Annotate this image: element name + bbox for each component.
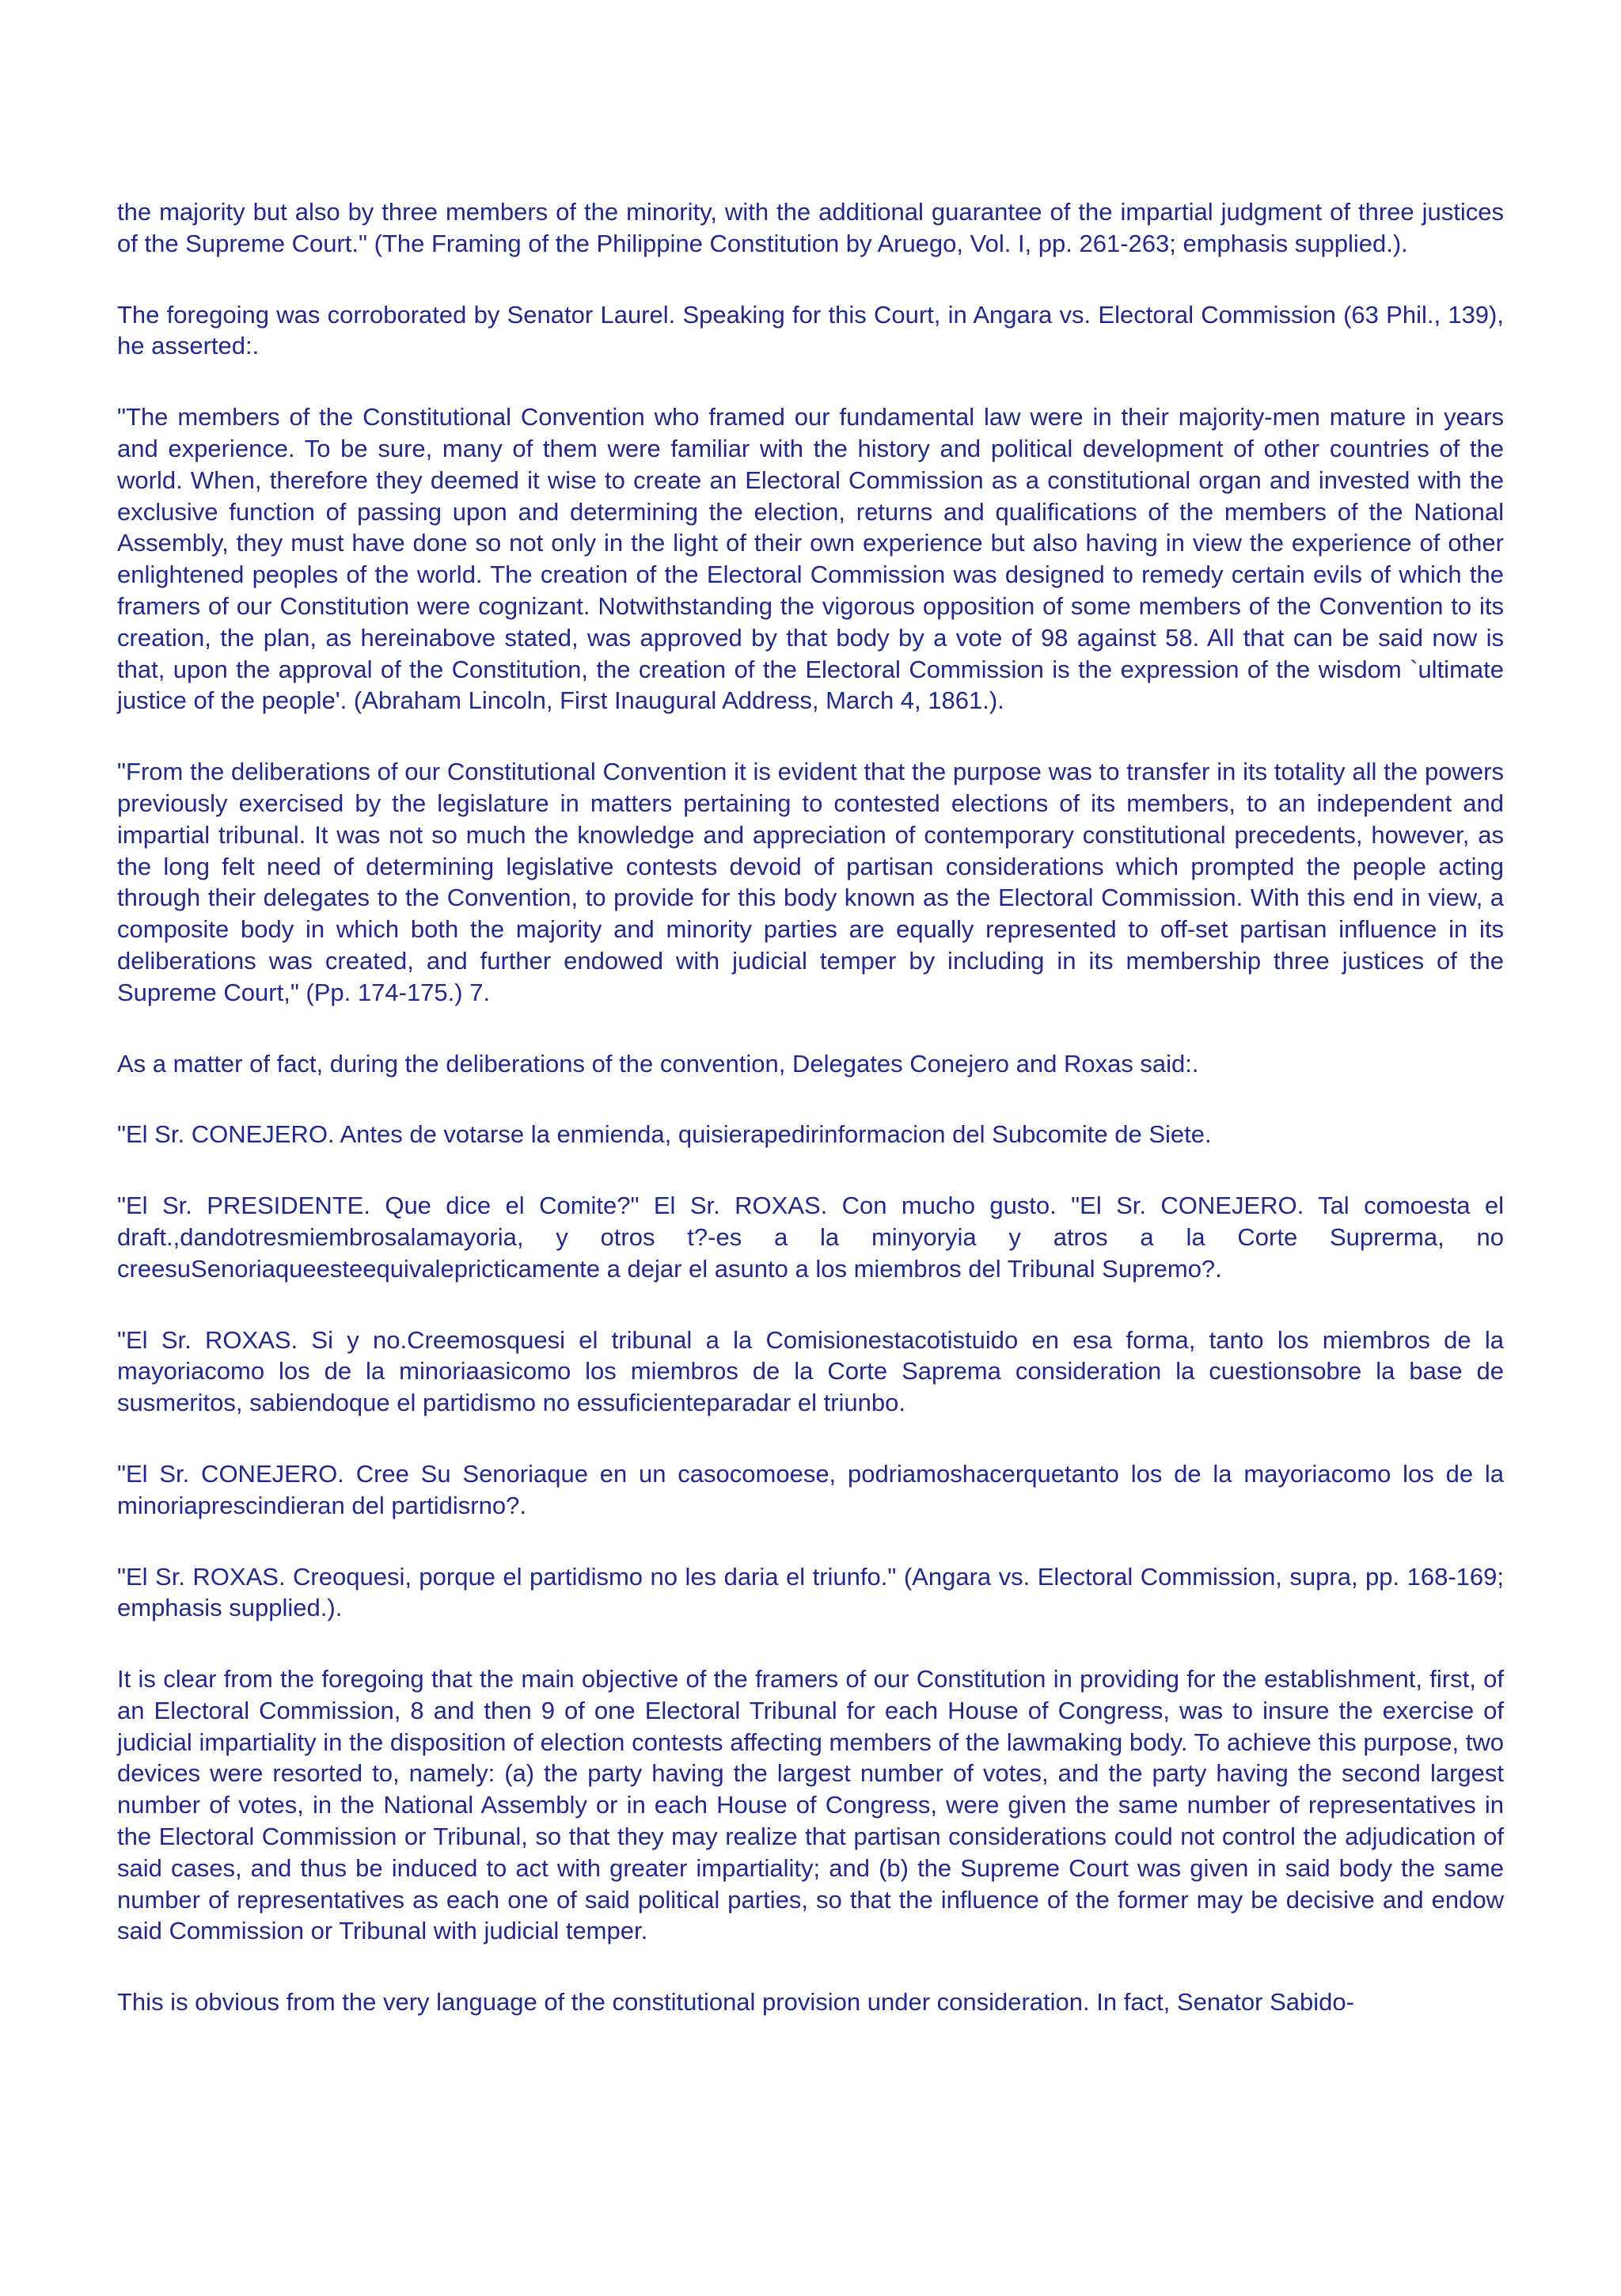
paragraph-3: "The members of the Constitutional Convention who framed our fundamental law were in their majority-men mature in years and experience. To be sure, many of them were familiar with the history and political development of other countries of the world. When, therefore they deemed it wise to create an Electoral Commission as a constitutional organ and invested with the exclusive function of passing upon and determining the election, returns and qualifications of the members of the National Assembly, they must have done so not only in the light of their own experience but also having in view the experience of other enlightened peoples of the world. The creation of the Electoral Commission was designed to remedy certain evils of which the framers of our Constitution were cognizant. Notwithstanding the vigorous opposition of some members of the Convention to its creation, the plan, as hereinabove stated, was approved by that body by a vote of 98 against 58. All that can be said now is that, upon the approval of the Constitution, the creation of the Electoral Commission is the expression of the wisdom `ultimate justice of the people'. (Abraham Lincoln, First Inaugural Address, March 4, 1861.). <box>117 403 1504 715</box>
paragraph-11: It is clear from the foregoing that the main objective of the framers of our Constitution in providing for the establishment, first, of an Electoral Commission, 8 and then 9 of one Electoral Tribunal for each House of Congress, was to insure the exercise of judicial impartiality in the disposition of election contests affecting members of the lawmaking body. To achieve this purpose, two devices were resorted to, namely: (a) the party having the largest number of votes, and the party having the second largest number of votes, in the National Assembly or in each House of Congress, were given the same number of representatives in the Electoral Commission or Tribunal, so that they may realize that partisan considerations could not control the adjudication of said cases, and thus be induced to act with greater impartiality; and (b) the Supreme Court was given in said body the same number of representatives as each one of said political parties, so that the influence of the former may be decisive and endow said Commission or Tribunal with judicial temper. <box>117 1665 1504 1945</box>
paragraph-8: "El Sr. ROXAS. Si y no.Creemosquesi el tribunal a la Comisionestacotistuido en esa forma, tanto los miembros de la mayoriacomo los de la minoriaasicomo los miembros de la Corte Saprema consideration la cuestionsobre la base de susmeritos, sabiendoque el partidismo no essuficienteparadar el triunbo. <box>117 1325 1504 1417</box>
paragraph-12: This is obvious from the very language of the constitutional provision under consideration. In fact, Senator Sabido- <box>117 1988 1354 2017</box>
paragraph-10: "El Sr. ROXAS. Creoquesi, porque el partidismo no les daria el triunfo." (Angara vs. Electoral Commission, supra, pp. 168-169; emphasis supplied.). <box>117 1562 1504 1622</box>
paragraph-2: The foregoing was corroborated by Senator Laurel. Speaking for this Court, in Angara vs. Electoral Commission (63 Phil., 139), he asserted:. <box>117 300 1504 360</box>
paragraph-4: "From the deliberations of our Constitutional Convention it is evident that the purpose was to transfer in its totality all the powers previously exercised by the legislature in matters pertaining to contested elections of its members, to an independent and impartial tribunal. It was not so much the knowledge and appreciation of contemporary constitutional precedents, however, as the long felt need of determining legislative contests devoid of partisan considerations which prompted the people acting through their delegates to the Convention, to provide for this body known as the Electoral Commission. With this end in view, a composite body in which both the majority and minority parties are equally represented to off-set partisan influence in its deliberations was created, and further endowed with judicial temper by including in its membership three justices of the Supreme Court," (Pp. 174-175.) 7. <box>117 758 1504 1006</box>
paragraph-6: "El Sr. CONEJERO. Antes de votarse la enmienda, quisierapedirinformacion del Subcomite de Siete. <box>117 1120 1212 1149</box>
paragraph-9: "El Sr. CONEJERO. Cree Su Senoriaque en un casocomoese, podriamoshacerquetanto los de la mayoriacomo los de la minoriaprescindieran del partidisrno?. <box>117 1459 1504 1519</box>
paragraph-7: "El Sr. PRESIDENTE. Que dice el Comite?" El Sr. ROXAS. Con mucho gusto. "El Sr. CONEJERO. Tal comoesta el draft.,dandotresmiembrosalamayoria, y otros t?-es a la minyoryia y atros a la Corte Suprerma, no creesuSenoriaqueesteequivalepricticamente a dejar el asunto a los miembros del Tribunal Supremo?. <box>117 1192 1504 1283</box>
document-page <box>117 196 1504 2018</box>
paragraph-5: As a matter of fact, during the deliberations of the convention, Delegates Conejero and Roxas said:. <box>117 1049 1199 1078</box>
paragraph-1: the majority but also by three members of the minority, with the additional guarantee of the impartial judgment of three justices of the Supreme Court." (The Framing of the Philippine Constitution by Aruego, Vol. I, pp. 261-263; emphasis supplied.). <box>117 198 1504 257</box>
